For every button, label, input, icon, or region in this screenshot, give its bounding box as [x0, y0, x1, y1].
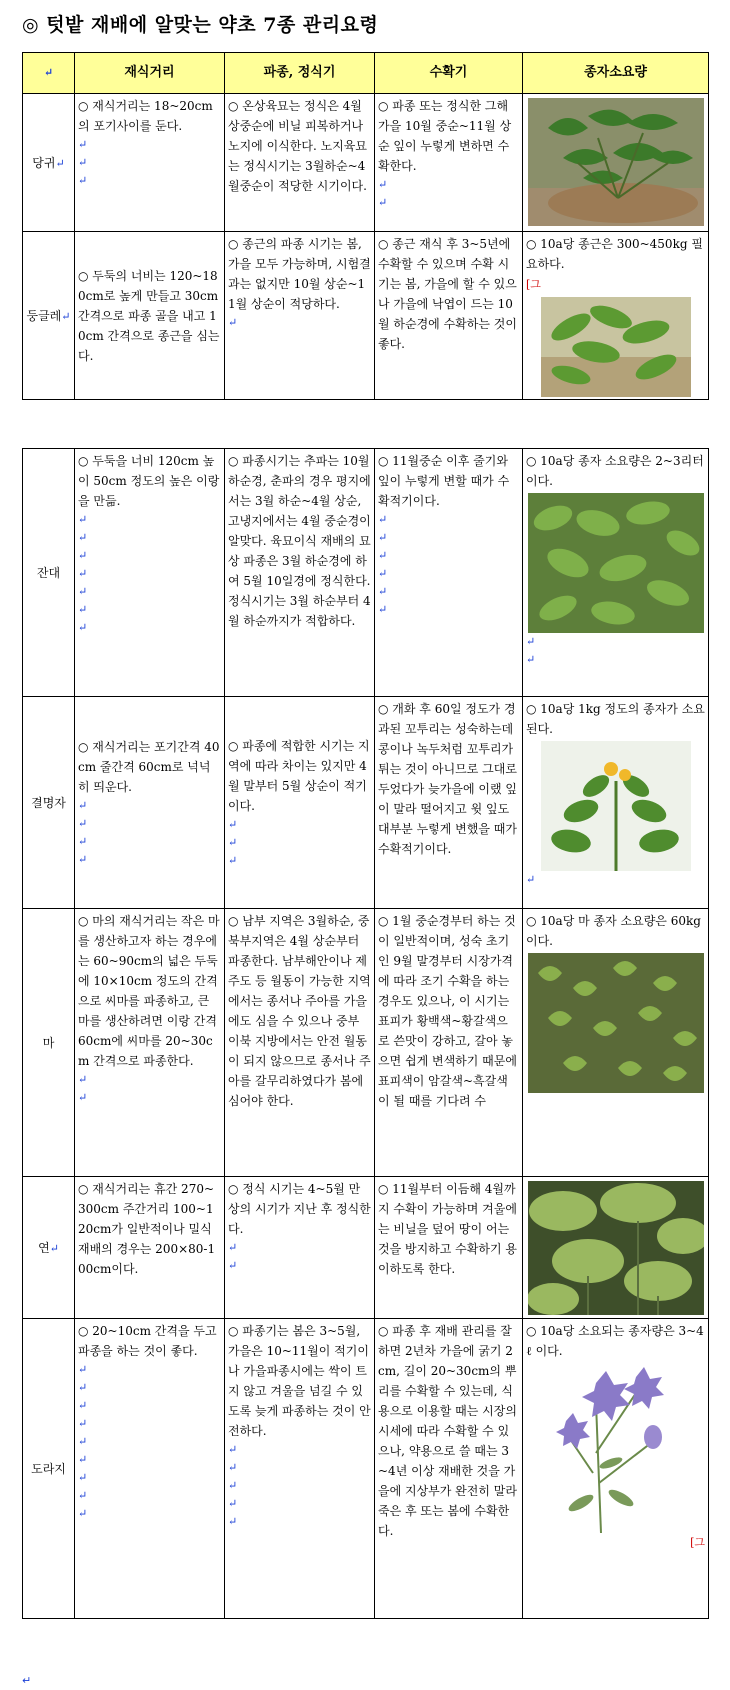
herb-name: 둥글레↵ — [23, 232, 75, 400]
planting-cell: ○ 남부 지역은 3월하순, 중북부지역은 4월 상순부터 파종한다. 남부해안이나 제주도 등 월동이 가능한 지역에서는 종서나 주아를 가을에도 심을 수 있으나 중부 이북 지방에서는 안전 월동이 되지 않으므로 종서나 주아를 갈무리하였다가 봄에 심어야 한다. — [225, 909, 375, 1177]
table-row — [23, 1177, 709, 1319]
seed-cell: ○ 10a당 소요되는 종자량은 3~4ℓ 이다. [그 — [523, 1319, 709, 1619]
header-empty: ↵ — [23, 53, 75, 94]
herb-name: 도라지 — [23, 1319, 75, 1619]
spacing-cell: ○ 재식거리는 휴간 270~300cm 주간거리 100~120cm가 일반적이나 밀식재배의 경우는 200×80-100cm이다. — [75, 1177, 225, 1319]
table-row — [23, 232, 709, 400]
planting-cell: ○ 파종에 적합한 시기는 지역에 따라 차이는 있지만 4월 말부터 5월 상순이 적기이다. ↵ ↵ ↵ — [225, 697, 375, 909]
herb-table-1 — [22, 52, 709, 400]
spacing-cell: ○ 두둑의 너비는 120~180cm로 높게 만들고 30cm 간격으로 파종 골을 내고 10cm 간격으로 종근을 심는다. — [75, 232, 225, 400]
spacing-cell: ○ 마의 재식거리는 작은 마를 생산하고자 하는 경우에는 60~90cm의 넓은 두둑에 10×10cm 정도의 간격으로 씨마를 파종하고, 큰 마를 생산하려면 이랑 간격 60cm에 씨마를 20~30cm 간격으로 파종한다. ↵ ↵ — [75, 909, 225, 1177]
herb-name: 연↵ — [23, 1177, 75, 1319]
table-row — [23, 697, 709, 909]
herb-name: 결명자 — [23, 697, 75, 909]
header-seed: 종자소요량 — [523, 53, 709, 94]
seed-cell — [523, 1177, 709, 1319]
document-title: ◎ 텃밭 재배에 알맞는 약초 7종 관리요령 — [22, 14, 379, 36]
sicklepod-plant-photo — [541, 741, 691, 871]
table-row — [23, 1319, 709, 1619]
table-row — [23, 449, 709, 697]
bellflower-illustration — [541, 1363, 691, 1533]
header-spacing: 재식거리 — [75, 53, 225, 94]
table-row — [23, 909, 709, 1177]
header-row — [23, 53, 709, 94]
herb-table-2 — [22, 448, 709, 1619]
harvest-cell: ○ 파종 또는 정식한 그해 가을 10월 중순~11월 상순 잎이 누렇게 변하면 수확한다. ↵ ↵ — [375, 94, 523, 232]
planting-cell: ○ 파종시기는 추파는 10월 하순경, 춘파의 경우 평지에서는 3월 하순~4월 상순, 고냉지에서는 4월 중순경이 알맞다. 육묘이식 재배의 묘상 파종은 3월 하순경에 하여 5월 10일경에 정식한다. 정식시기는 3월 하순부터 4월 하순까지가 적합하다. — [225, 449, 375, 697]
spacing-cell: ○ 재식거리는 포기간격 40cm 줄간격 60cm로 넉넉히 띄운다. ↵ ↵ ↵ ↵ — [75, 697, 225, 909]
end-return-mark: ↵ — [22, 1674, 32, 1687]
harvest-cell: ○ 11월중순 이후 줄기와 잎이 누렇게 변할 때가 수확적기이다. ↵ ↵ ↵ ↵ ↵ ↵ — [375, 449, 523, 697]
seed-cell — [523, 94, 709, 232]
lotus-plant-photo — [528, 1181, 704, 1315]
harvest-cell: ○ 종근 재식 후 3~5년에 수확할 수 있으며 수확 시기는 봄, 가을에 할 수 있으나 가을에 낙엽이 드는 10월 하순경에 수확하는 것이 좋다. — [375, 232, 523, 400]
harvest-cell: ○ 개화 후 60일 정도가 경과된 꼬투리는 성숙하는데 콩이나 녹두처럼 꼬투리가 튀는 것이 아니므로 그대로 두었다가 늦가을에 이랬 잎이 말라 떨어지고 윗 잎도 대부분 누렇게 변했을 때가 수확적기이다. — [375, 697, 523, 909]
ladybell-plant-photo — [528, 493, 704, 633]
planting-cell: ○ 정식 시기는 4~5월 만상의 시기가 지난 후 정식한다. ↵ ↵ — [225, 1177, 375, 1319]
spacing-cell: ○ 재식거리는 18~20cm의 포기사이를 둔다. ↵ ↵ ↵ — [75, 94, 225, 232]
planting-cell: ○ 온상육묘는 정식은 4월상중순에 비닐 피복하거나 노지에 이식한다. 노지육묘는 정식시기는 3월하순~4월중순이 적당한 시기이다. — [225, 94, 375, 232]
angelica-plant-photo — [528, 98, 704, 226]
solomons-seal-plant-photo — [541, 297, 691, 397]
planting-cell: ○ 파종기는 봄은 3~5월, 가을은 10~11월이 적기이나 가을파종시에는 싹이 트지 않고 겨울을 넘길 수 있도록 늦게 파종하는 것이 안전하다. ↵ ↵ ↵ ↵ ↵ — [225, 1319, 375, 1619]
planting-cell: ○ 종근의 파종 시기는 봄, 가을 모두 가능하며, 시험결과는 없지만 10월 상순~11월 상순이 적당하다. ↵ — [225, 232, 375, 400]
seed-cell: ○ 10a당 종자 소요량은 2~3리터이다. ↵ ↵ — [523, 449, 709, 697]
spacing-cell: ○ 두둑을 너비 120cm 높이 50cm 정도의 높은 이랑을 만듦. ↵ ↵ ↵ ↵ ↵ ↵ ↵ — [75, 449, 225, 697]
herb-name: 당귀↵ — [23, 94, 75, 232]
spacing-cell: ○ 20~10cm 간격을 두고 파종을 하는 것이 좋다. ↵ ↵ ↵ ↵ ↵ ↵ ↵ ↵ ↵ — [75, 1319, 225, 1619]
harvest-cell: ○ 11월부터 이듬해 4월까지 수확이 가능하며 겨울에는 비닐을 덮어 땅이 어는 것을 방지하고 수확하기 용이하도록 한다. — [375, 1177, 523, 1319]
herb-name: 마 — [23, 909, 75, 1177]
seed-cell: ○ 10a당 1kg 정도의 종자가 소요된다. ↵ — [523, 697, 709, 909]
harvest-cell: ○ 1월 중순경부터 하는 것이 일반적이며, 성숙 초기인 9월 말경부터 시장가격에 따라 조기 수확을 하는 경우도 있으나, 이 시기는 표피가 황백색~황갈색으로 쓴맛이 강하고, 갈아 놓으면 쉽게 변색하기 때문에 표피색이 암갈색~흑갈색이 될 때를 기다려 수 — [375, 909, 523, 1177]
header-harvest: 수확기 — [375, 53, 523, 94]
herb-name: 잔대 — [23, 449, 75, 697]
seed-cell: ○ 10a당 종근은 300~450kg 필요하다. [그 — [523, 232, 709, 400]
yam-plant-photo — [528, 953, 704, 1093]
table-row — [23, 94, 709, 232]
seed-cell: ○ 10a당 마 종자 소요량은 60kg이다. — [523, 909, 709, 1177]
header-planting: 파종, 정식기 — [225, 53, 375, 94]
harvest-cell: ○ 파종 후 재배 관리를 잘하면 2년차 가을에 굵기 2cm, 길이 20~30cm의 뿌리를 수확할 수 있는데, 식용으로 이용할 때는 시장의 시세에 따라 수확할 수 있으나, 약용으로 쓸 때는 3~4년 이상 재배한 것을 가을에 지상부가 완전히 말라죽은 후 또는 봄에 수확한다. — [375, 1319, 523, 1619]
